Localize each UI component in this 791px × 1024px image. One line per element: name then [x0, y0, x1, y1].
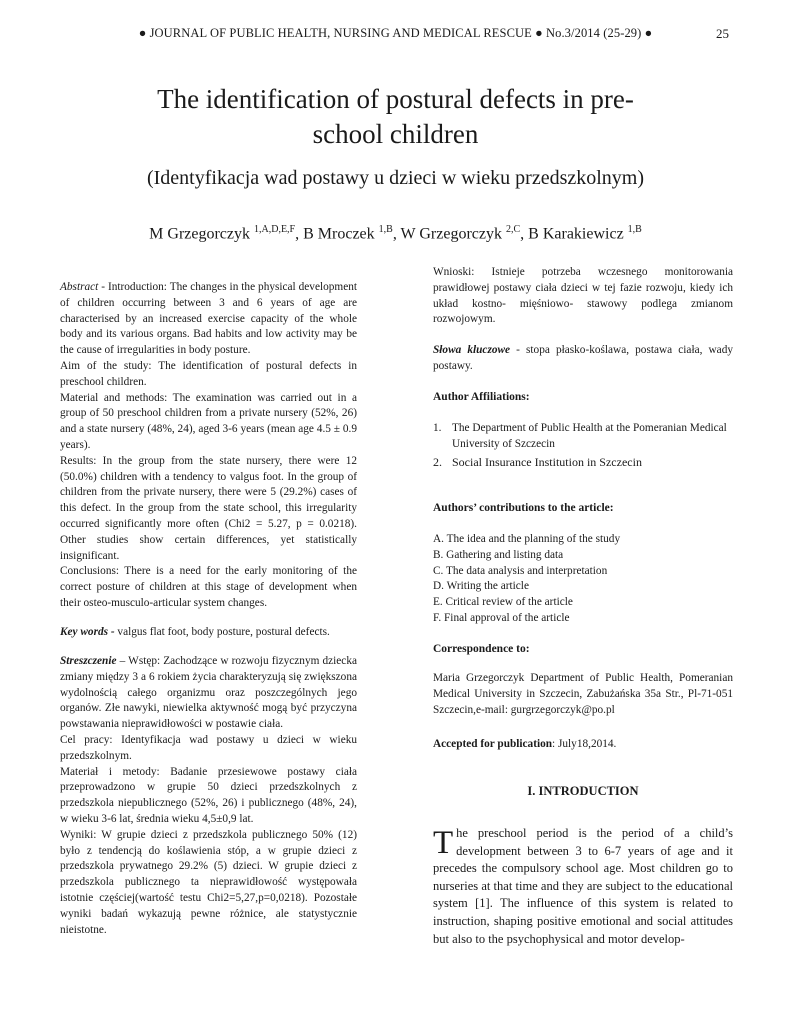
streszczenie-conclusions — [433, 265, 733, 328]
abstract-polish — [60, 654, 357, 938]
keywords-polish — [433, 343, 733, 375]
abstract-label: Abstract — [60, 281, 99, 293]
author-separator: , — [392, 225, 401, 243]
keywords-text: valgus flat foot, body posture, postural defects. — [114, 626, 330, 638]
author-name: W Grzegorczyk — [400, 225, 506, 243]
affiliation-text: Social Insurance Institution in Szczecin — [452, 454, 642, 469]
streszczenie-results: Wyniki: W grupie dzieci z przedszkola publicznego 50% (12) było z tendencją do koślawienia stóp, a w grupie dzieci z przedszkola prywatnego 29.2% (5) dzieci. W grupie dzieci z przedszkola publicznego ta nieprawidłowość występowała istotnie częściej(wartość testu Chi2=5,27,p=0,0218). Pozostałe wyniki badań wykazują pewne różnice, ale statystycznie nieistotne. — [60, 828, 357, 936]
abstract-english — [60, 280, 357, 612]
correspondence-heading: Correspondence to: — [433, 643, 530, 655]
author-name: M Grzegorczyk — [149, 225, 254, 243]
affiliations-list — [433, 421, 733, 470]
author-list — [60, 224, 731, 243]
streszczenie-intro-text: – Wstęp: Zachodzące w rozwoju fizycznym dziecka zmiany między 3 a 6 rokiem życia charakteryzują się zwiększona wydolnością całego organizmu oraz poszczególnych jego organów. Złe nawyki, niewielka aktywność mogą być przyczyna powstawania nieprawidłowości w postawie ciała. — [60, 655, 357, 731]
accepted-label: Accepted for publication — [433, 738, 553, 750]
streszczenie-aim: Cel pracy: Identyfikacja wad postawy u dzieci w wieku przedszkolnym. — [60, 733, 357, 762]
author-affiliation: 1,A,D,E,F — [254, 224, 296, 235]
accepted-date: : July18,2014. — [552, 738, 617, 750]
contribution-item: C. The data analysis and interpretation — [433, 564, 608, 577]
page-number: 25 — [716, 26, 729, 41]
abstract-results: Results: In the group from the state nursery, there were 12 (50.0%) children with a tendency to valgus foot. In the group of children from the private nursery, there were 5 (29.2%) cases of this defect. In the group from the state school, this irregularity occurred significantly more often (Chi2 = 5.27, p = 0.0218). Other studies show certain differences, yet statistically insignificant. — [60, 454, 357, 562]
streszczenie-intro — [60, 654, 357, 733]
abstract-intro-text: - Introduction: The changes in the physical development of children occurring between 3 and 6 years of age are characterised by an increased exercise capacity of the whole body and its various organs. Bad habits and low activity may be the cause of irregularities in body posture. — [60, 281, 357, 357]
author-name: B Karakiewicz — [528, 225, 628, 243]
affiliation-item — [433, 455, 733, 471]
contribution-item: F. Final approval of the article — [433, 611, 570, 624]
author-separator: , — [520, 225, 529, 243]
author-affiliation: 2,C — [505, 224, 521, 235]
article-title — [60, 82, 731, 152]
author-affiliation: 1,B — [378, 224, 393, 235]
author-name: B Mroczek — [303, 225, 379, 243]
affiliations-heading: Author Affiliations: — [433, 391, 530, 403]
keywords-english — [60, 625, 357, 641]
wnioski-text: Wnioski: Istnieje potrzeba wczesnego monitorowania prawidłowej postawy ciała dzieci w tej fazie rozwoju, kiedy ich układ kostno- mięśniowo- stawowy podlega zmianom rozwojowym. — [433, 266, 733, 326]
drop-cap: T — [433, 825, 454, 861]
streszczenie-label: Streszczenie — [60, 655, 117, 667]
author-separator: , — [295, 225, 304, 243]
accepted-line — [433, 737, 733, 753]
abstract-conclusions: Conclusions: There is a need for the early monitoring of the correct posture of children at this stage of development when their osteo-musculo-articular system changes. — [60, 565, 357, 609]
running-head: ● JOURNAL OF PUBLIC HEALTH, NURSING AND MEDICAL RESCUE ● No.3/2014 (25-29) ● — [138, 26, 653, 40]
article-subtitle: (Identyfikacja wad postawy u dzieci w wieku przedszkolnym) — [146, 167, 645, 189]
slowa-kluczowe-text: - stopa płasko-koślawa, postawa ciała, wady postawy. — [433, 344, 733, 372]
contribution-item: E. Critical review of the article — [433, 596, 573, 609]
keywords-label: Key words - — [60, 626, 115, 638]
introduction-heading: I. INTRODUCTION — [527, 784, 639, 798]
affiliation-number: 1. — [433, 422, 442, 434]
abstract-aim: Aim of the study: The identification of postural defects in preschool children. — [60, 359, 357, 388]
title-line-2: school children — [312, 119, 479, 149]
title-line-1: The identification of postural defects in pre- — [157, 84, 634, 114]
correspondence-text: Maria Grzegorczyk Department of Public Health, Pomeranian Medical University in Szczecin, Zabużańska 35a Str., Pl-71-051 Szczecin,e-mail: gurgrzegorczyk@po.pl — [433, 672, 733, 716]
contributions-list — [433, 532, 733, 627]
slowa-kluczowe-label: Słowa kluczowe — [433, 344, 511, 356]
contribution-item: A. The idea and the planning of the study — [433, 533, 621, 545]
abstract-methods: Material and methods: The examination was carried out in a group of 50 preschool children from a private nursery (52%, 26) and a state nursery (48%, 24), aged 3-6 years (mean age 4.5 ± 0.9 years). — [60, 391, 357, 451]
affiliation-text: The Department of Public Health at the Pomeranian Medical University of Szczecin — [452, 422, 727, 450]
introduction-body — [433, 825, 733, 948]
abstract-intro — [60, 280, 357, 359]
contribution-item: D. Writing the article — [433, 580, 529, 593]
author-affiliation: 1,B — [627, 224, 642, 235]
introduction-text: he preschool period is the period of a child’s development between 3 to 6-7 years of age and it precedes the compulsory school age. Most children go to nurseries at that time and they are subject to the educational system [1]. The influence of this system is related to instruction, shaping positive emotional and social attitudes but also to the psychophysical and motor develop- — [433, 826, 733, 946]
contributions-heading: Authors’ contributions to the article: — [433, 502, 614, 514]
affiliation-number: 2. — [433, 454, 442, 469]
contribution-item: B. Gathering and listing data — [433, 548, 564, 561]
affiliation-item — [433, 421, 733, 453]
streszczenie-methods: Materiał i metody: Badanie przesiewowe postawy ciała przeprowadzono w grupie 50 dzieci przedszkolnych z przedszkola niepublicznego (52%, 26) i publicznego (48%, 24), w wieku 3-6 lat, średnia wieku 4,5±0,9 lat. — [60, 765, 357, 825]
